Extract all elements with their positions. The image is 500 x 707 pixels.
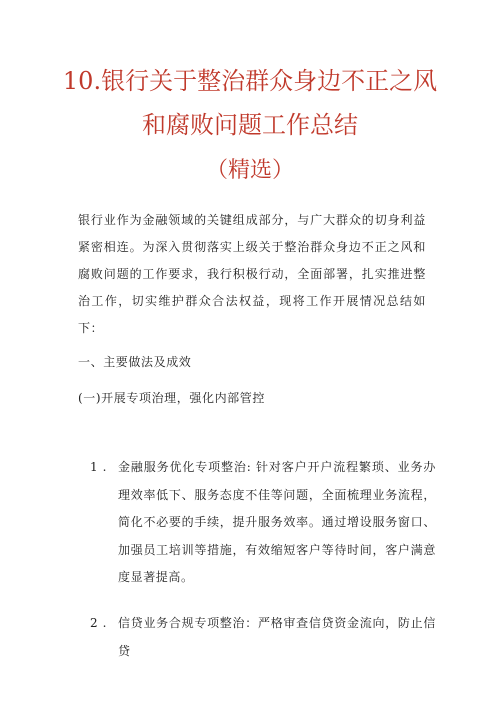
list-item-number: 2 .: [90, 616, 108, 630]
list-item-number: 1 .: [90, 460, 108, 474]
section-heading: 一、主要做法及成效: [78, 355, 192, 369]
document-subtitle: （精选）: [205, 158, 294, 183]
list-item: [90, 454, 436, 592]
document-title-line-1: 10.银行关于整治群众身边不正之风: [62, 67, 438, 95]
intro-paragraph: 银行业作为金融领域的关键组成部分，与广大群众的切身利益紧密相连。为深入贯彻落实上级关于整治群众身边不正之风和腐败问题的工作要求，我行积极行动，全面部署，扎实推进整治工作，切实维护群众合法权益，现将工作开展情况总结如下：: [78, 213, 426, 335]
subsection-heading: (一)开展专项治理，强化内部管控: [78, 391, 265, 405]
document-title-line-2: 和腐败问题工作总结: [142, 111, 358, 139]
list-item: [90, 610, 436, 665]
list-item-text: 金融服务优化专项整治: 针对客户开户流程繁琐、业务办理效率低下、服务态度不佳等问题，全面梳理业务流程，简化不必要的手续，提升服务效率。通过增设服务窗口、加强员工培训等措施，有效缩短客户等待时间，客户满意度显著提高。: [118, 460, 436, 584]
list-item-text: 信贷业务合规专项整治：严格审查信贷资金流向，防止信贷: [118, 616, 436, 658]
